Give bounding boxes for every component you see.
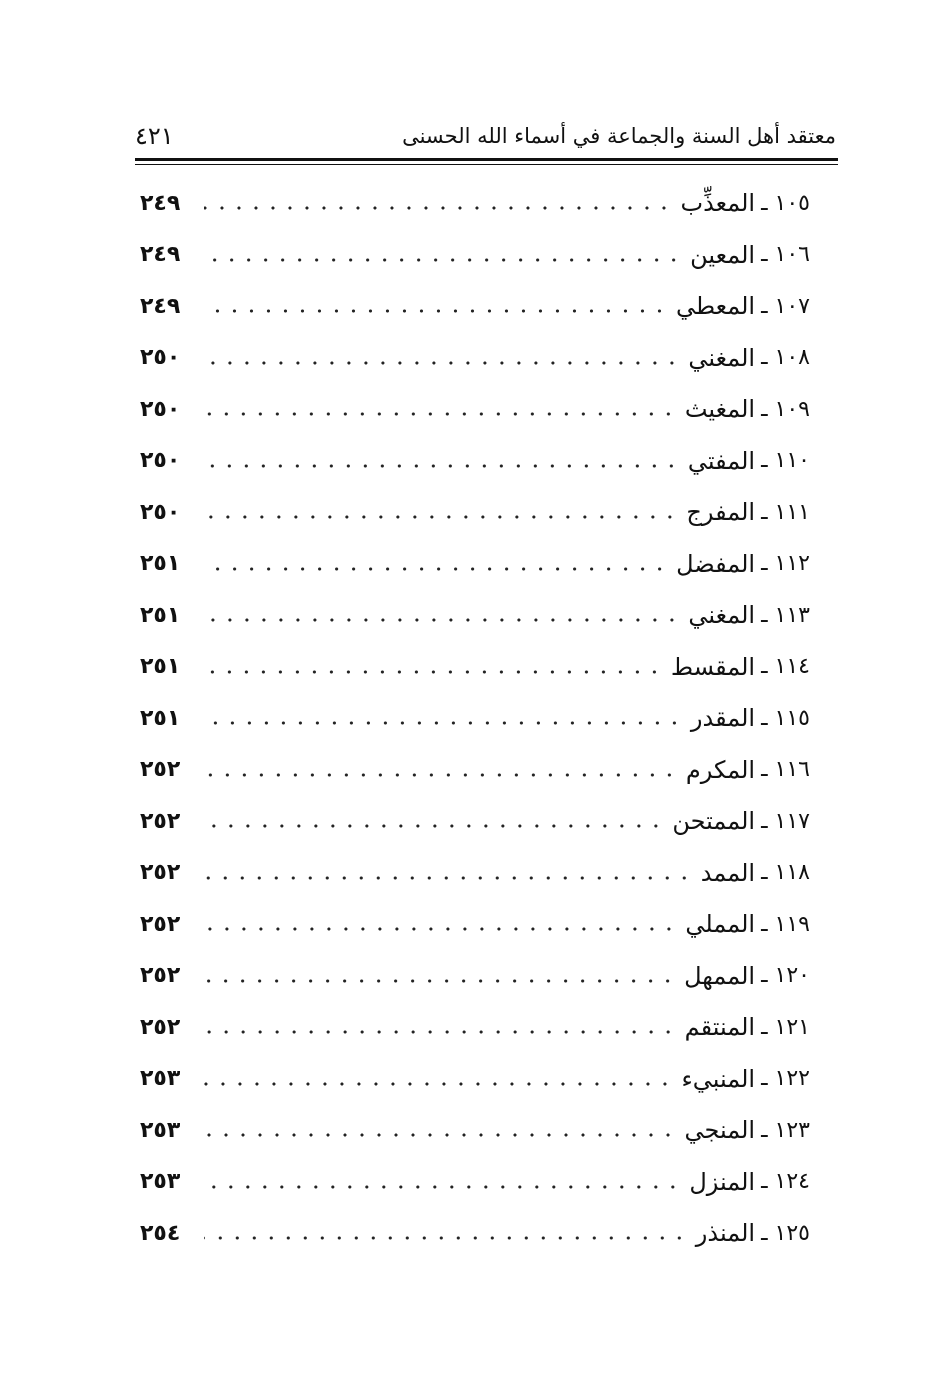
dot-leader (204, 661, 663, 683)
entry-name: المعطي (675, 292, 756, 320)
toc-entry (140, 384, 810, 434)
entry-name: المنذر (695, 1219, 756, 1247)
entry-number: ١٠٩ ـ (761, 396, 810, 422)
dot-leader (204, 867, 693, 889)
entry-number: ١١٧ ـ (761, 808, 810, 834)
toc-entry (140, 230, 810, 280)
entry-page: ٢٥٢ (140, 860, 181, 885)
entry-name: الممتحن (672, 807, 756, 835)
entry-name: المنبيء (681, 1064, 756, 1093)
dot-leader (204, 918, 677, 940)
entry-name: المغني (688, 343, 756, 372)
entry-number: ١٢٠ ـ (761, 963, 810, 988)
entry-page: ٢٥١ (140, 602, 181, 628)
entry-page: ٢٥١ (140, 654, 181, 679)
entry-name: الممد (700, 858, 756, 887)
dot-leader (204, 455, 680, 477)
entry-page: ٢٥٠ (140, 448, 181, 473)
toc-entry (140, 436, 810, 486)
entry-number: ١٠٥ ـ (761, 190, 810, 216)
entry-name: المقسط (670, 652, 756, 681)
toc-entry (140, 1208, 810, 1258)
entry-number: ١١٨ ـ (761, 860, 810, 885)
entry-page: ٢٤٩ (140, 190, 181, 216)
running-title: معتقد أهل السنة والجماعة في أسماء الله الحسنى (402, 124, 836, 148)
dot-leader (204, 506, 678, 528)
entry-name: المفرج (686, 498, 756, 526)
entry-page: ٢٥٢ (140, 911, 181, 937)
entry-page: ٢٥٠ (140, 345, 181, 370)
entry-page: ٢٥٢ (140, 1014, 181, 1040)
toc-entry (140, 487, 810, 537)
toc-entry (140, 642, 810, 692)
entry-page: ٢٥٠ (140, 499, 181, 525)
entry-name: المنتقم (684, 1013, 756, 1041)
entry-number: ١١٦ ـ (761, 757, 810, 782)
entry-name: الممهل (684, 961, 756, 990)
entry-page: ٢٥٣ (140, 1117, 181, 1143)
toc-entry (140, 848, 810, 898)
entry-number: ١٢١ ـ (761, 1014, 810, 1040)
entry-name: المقدر (690, 704, 756, 732)
entry-number: ١٢٤ ـ (761, 1169, 810, 1194)
dot-leader (204, 1227, 688, 1249)
header-rule-thin (135, 164, 838, 165)
toc-entry (140, 178, 810, 228)
dot-leader (204, 352, 680, 374)
entry-page: ٢٥٣ (140, 1169, 181, 1194)
toc-entry (140, 539, 810, 589)
toc-entry (140, 899, 810, 949)
entry-number: ١١٢ ـ (761, 551, 810, 576)
dot-leader (204, 712, 683, 734)
dot-leader (204, 403, 677, 425)
dot-leader (204, 1073, 673, 1095)
entry-name: المغني (688, 601, 756, 629)
entry-number: ١١٩ ـ (761, 911, 810, 937)
toc-entry (140, 590, 810, 640)
dot-leader (204, 1021, 677, 1043)
dot-leader (204, 300, 668, 322)
entry-number: ١٠٨ ـ (761, 345, 810, 370)
dot-leader (204, 558, 668, 580)
toc-entry (140, 1157, 810, 1207)
toc-entry (140, 745, 810, 795)
entry-number: ١٢٣ ـ (761, 1117, 810, 1143)
dot-leader (204, 764, 678, 786)
toc-entry (140, 1054, 810, 1104)
entry-page: ٢٤٩ (140, 242, 181, 267)
entry-number: ١١٥ ـ (761, 705, 810, 731)
entry-name: المفتي (687, 446, 756, 475)
dot-leader (204, 1124, 677, 1146)
dot-leader (204, 197, 672, 219)
dot-leader (204, 249, 682, 271)
entry-page: ٢٥٠ (140, 396, 181, 422)
entry-page: ٢٥٤ (140, 1220, 181, 1246)
entry-page: ٢٥٢ (140, 963, 181, 988)
entry-number: ١١٤ ـ (761, 654, 810, 679)
entry-number: ١١٣ ـ (761, 602, 810, 628)
entry-page: ٢٥١ (140, 705, 181, 731)
entry-name: المغيث (684, 395, 756, 423)
toc-entry (140, 693, 810, 743)
entry-page: ٢٥٢ (140, 808, 181, 834)
entry-number: ١٠٦ ـ (761, 242, 810, 267)
entry-name: المعين (690, 240, 756, 269)
toc-entry (140, 1002, 810, 1052)
toc-entry (140, 1105, 810, 1155)
dot-leader (204, 970, 676, 992)
entry-number: ١١١ ـ (761, 499, 810, 525)
entry-page: ٢٥١ (140, 551, 181, 576)
page-number: ٤٢١ (135, 122, 174, 150)
dot-leader (204, 1176, 681, 1198)
entry-number: ١١٠ ـ (761, 448, 810, 473)
entry-name: المعذِّب (680, 189, 756, 217)
entry-name: المنجي (684, 1116, 756, 1144)
header-rule-thick (135, 158, 838, 161)
entry-number: ١٢٥ ـ (761, 1220, 810, 1246)
entry-number: ١٢٢ ـ (761, 1066, 810, 1091)
toc-entry (140, 951, 810, 1001)
toc-entry (140, 281, 810, 331)
entry-page: ٢٤٩ (140, 293, 181, 319)
entry-page: ٢٥٢ (140, 757, 181, 782)
toc-entry (140, 333, 810, 383)
entry-name: المكرم (685, 755, 756, 784)
dot-leader (204, 815, 664, 837)
entry-name: المنزل (689, 1167, 756, 1196)
toc-entry (140, 796, 810, 846)
dot-leader (204, 609, 680, 631)
entry-page: ٢٥٣ (140, 1066, 181, 1091)
entry-name: المفضل (676, 549, 756, 578)
entry-name: المملي (685, 910, 756, 938)
entry-number: ١٠٧ ـ (761, 293, 810, 319)
running-header (135, 118, 836, 158)
